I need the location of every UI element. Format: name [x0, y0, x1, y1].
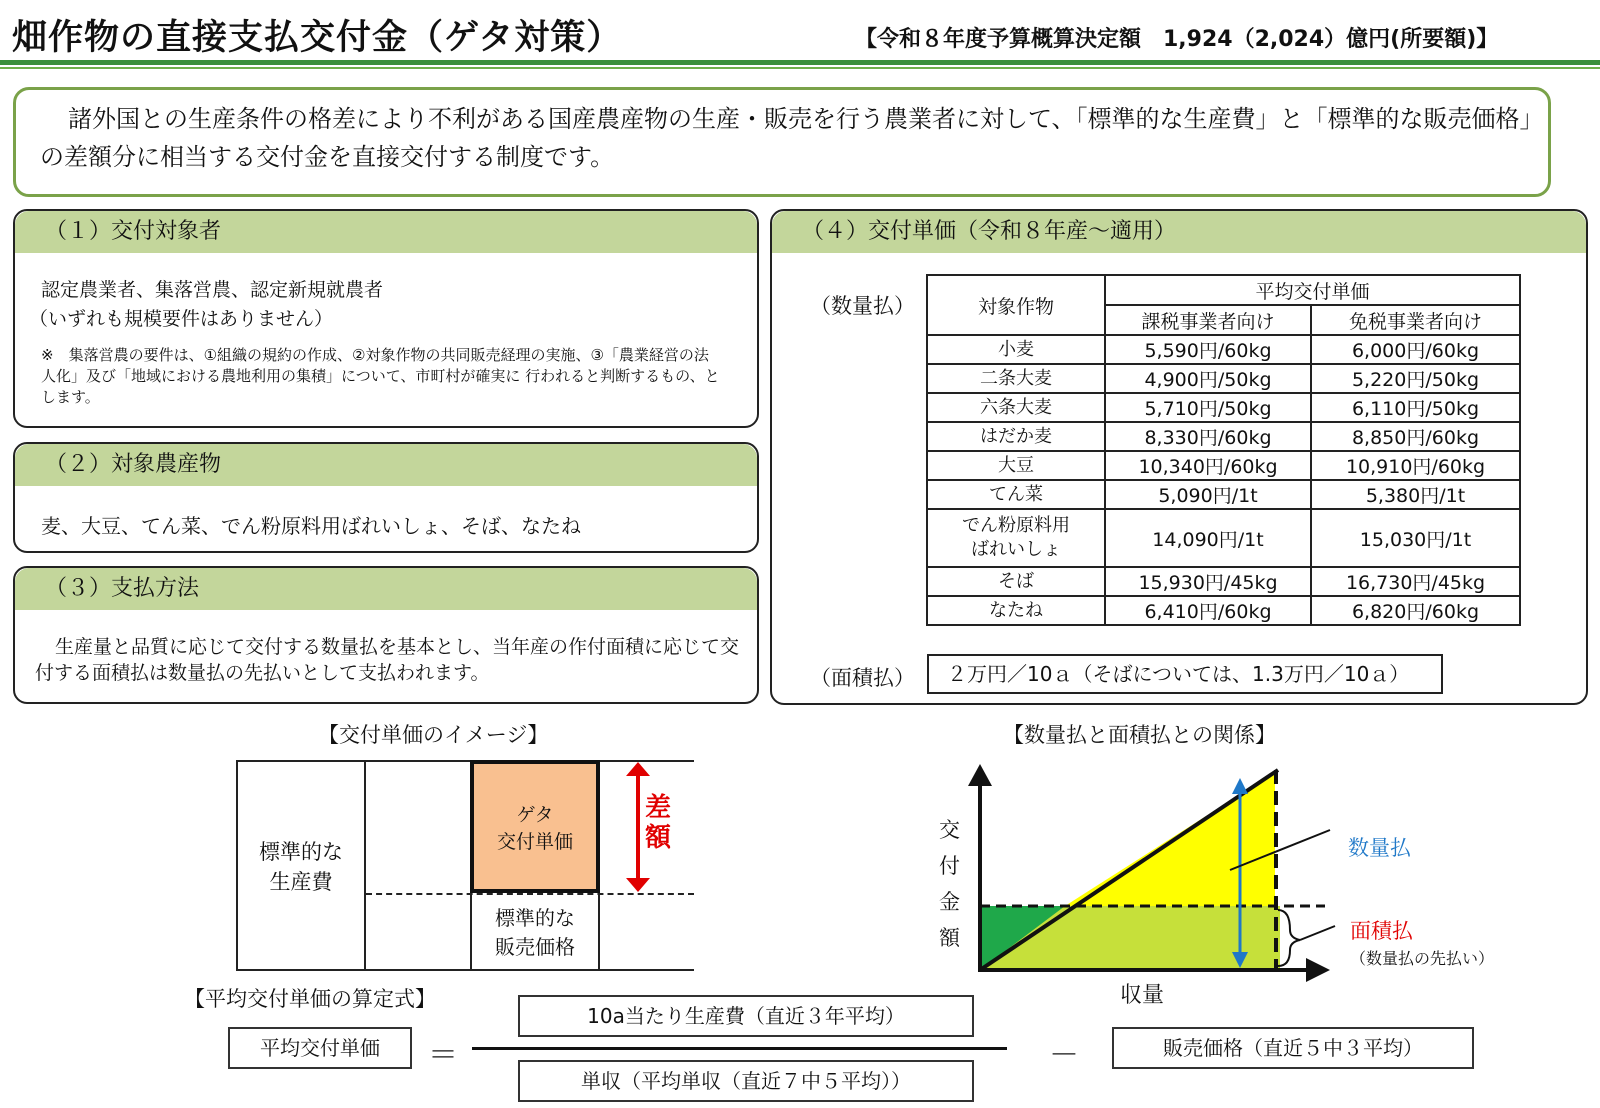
section-target-crops: [13, 442, 759, 553]
header-rule-thin: [0, 67, 1600, 69]
crop-cell: でん粉原料用 ばれいしょ: [927, 509, 1105, 567]
relation-diagram: [960, 760, 1340, 990]
table-row: [927, 364, 1520, 393]
exempt-price-cell: 6,000円/60kg: [1311, 335, 1520, 364]
taxed-price-cell: 8,330円/60kg: [1105, 422, 1311, 451]
average-unit-price-box: 平均交付単価: [228, 1027, 412, 1069]
section-title: （３）支払方法: [15, 568, 757, 610]
crop-cell: はだか麦: [927, 422, 1105, 451]
exempt-price-cell: 6,110円/50kg: [1311, 393, 1520, 422]
taxed-price-cell: 4,900円/50kg: [1105, 364, 1311, 393]
y-axis-label: 交 付 金 額: [939, 818, 960, 950]
formula-title: 【平均交付単価の算定式】: [184, 987, 436, 1011]
recipients-note: （いずれも規模要件はありません）: [29, 308, 334, 330]
minus-sign: －: [1049, 1038, 1079, 1073]
table-row: [927, 451, 1520, 480]
taxed-price-cell: 5,090円/1t: [1105, 480, 1311, 509]
quantity-payment-label: （数量払）: [810, 294, 915, 318]
equals-sign: ＝: [428, 1038, 458, 1073]
image-diagram-title: 【交付単価のイメージ】: [318, 723, 549, 747]
x-axis-label: 収量: [1120, 983, 1165, 1008]
standard-price-box: 標準的な 販売価格: [470, 893, 600, 971]
table-row: [927, 509, 1520, 567]
fraction-bar: [472, 1047, 1007, 1050]
col-exempt-header: 免税事業者向け: [1311, 305, 1520, 335]
taxed-price-cell: 14,090円/1t: [1105, 509, 1311, 567]
denominator-box: 単収（平均単収（直近７中５平均））: [518, 1060, 974, 1102]
crop-cell: そば: [927, 567, 1105, 596]
sales-price-box: 販売価格（直近５中３平均）: [1112, 1027, 1474, 1069]
unit-price-table: [926, 274, 1521, 626]
col-average-header: 平均交付単価: [1105, 275, 1520, 305]
crop-cell: なたね: [927, 596, 1105, 625]
table-row: [927, 567, 1520, 596]
area-payment-legend: 面積払: [1350, 919, 1413, 943]
area-payment-label: （面積払）: [810, 666, 915, 690]
section-title: （１）交付対象者: [15, 211, 757, 253]
exempt-price-cell: 5,380円/1t: [1311, 480, 1520, 509]
geta-unit-price-box: ゲタ 交付単価: [470, 760, 600, 893]
page-title: 畑作物の直接支払交付金（ゲタ対策）: [12, 18, 623, 58]
crop-cell: 二条大麦: [927, 364, 1105, 393]
collective-farm-note: ※ 集落営農の要件は、①組織の規約の作成、②対象作物の共同販売経理の実施、③「農業経営の法人化」及び「地域における農地利用の集積」について、市町村が確実に 行われると判断するもの、とします。: [41, 346, 720, 406]
table-row: [927, 480, 1520, 509]
area-payment-sublabel: （数量払の先払い）: [1350, 949, 1495, 968]
taxed-price-cell: 10,340円/60kg: [1105, 451, 1311, 480]
recipients-text: 認定農業者、集落営農、認定新規就農者: [41, 279, 384, 301]
exempt-price-cell: 16,730円/45kg: [1311, 567, 1520, 596]
crop-cell: てん菜: [927, 480, 1105, 509]
table-row: [927, 393, 1520, 422]
exempt-price-cell: 15,030円/1t: [1311, 509, 1520, 567]
numerator-box: 10a当たり生産費（直近３年平均）: [518, 995, 974, 1037]
target-crops-text: 麦、大豆、てん菜、でん粉原料用ばれいしょ、そば、なたね: [41, 514, 581, 538]
header-rule: [0, 60, 1600, 65]
exempt-price-cell: 8,850円/60kg: [1311, 422, 1520, 451]
area-payment-value: ２万円／10ａ（そばについては、1.3万円／10ａ）: [927, 654, 1443, 694]
taxed-price-cell: 15,930円/45kg: [1105, 567, 1311, 596]
difference-label: 差 額: [645, 793, 672, 853]
crop-cell: 大豆: [927, 451, 1105, 480]
col-crop-header: 対象作物: [927, 275, 1105, 335]
exempt-price-cell: 10,910円/60kg: [1311, 451, 1520, 480]
section-title: （４）交付単価（令和８年産～適用）: [772, 211, 1586, 253]
table-row: [927, 596, 1520, 625]
table-row: [927, 335, 1520, 364]
col-taxed-header: 課税事業者向け: [1105, 305, 1311, 335]
relation-diagram-title: 【数量払と面積払との関係】: [1003, 723, 1276, 747]
standard-cost-box: 標準的な 生産費: [236, 760, 366, 971]
section-eligible-recipients: [13, 209, 759, 428]
quantity-payment-legend: 数量払: [1348, 836, 1411, 860]
budget-amount: 【令和８年度予算概算決定額 1,924（2,024）億円(所要額)】: [855, 27, 1499, 52]
section-payment-method: [13, 566, 759, 704]
intro-box: 諸外国との生産条件の格差により不利がある国産農産物の生産・販売を行う農業者に対して、「標準的な生産費」と「標準的な販売価格」の差額分に相当する交付金を直接交付する制度です。: [13, 87, 1551, 197]
table-row: [927, 422, 1520, 451]
exempt-price-cell: 5,220円/50kg: [1311, 364, 1520, 393]
crop-cell: 小麦: [927, 335, 1105, 364]
section-title: （２）対象農産物: [15, 444, 757, 486]
exempt-price-cell: 6,820円/60kg: [1311, 596, 1520, 625]
crop-cell: 六条大麦: [927, 393, 1105, 422]
taxed-price-cell: 5,710円/50kg: [1105, 393, 1311, 422]
taxed-price-cell: 5,590円/60kg: [1105, 335, 1311, 364]
taxed-price-cell: 6,410円/60kg: [1105, 596, 1311, 625]
payment-method-text: 生産量と品質に応じて交付する数量払を基本とし、当年産の作付面積に応じて交付する面積払は数量払の先払いとして支払われます。: [35, 636, 740, 684]
